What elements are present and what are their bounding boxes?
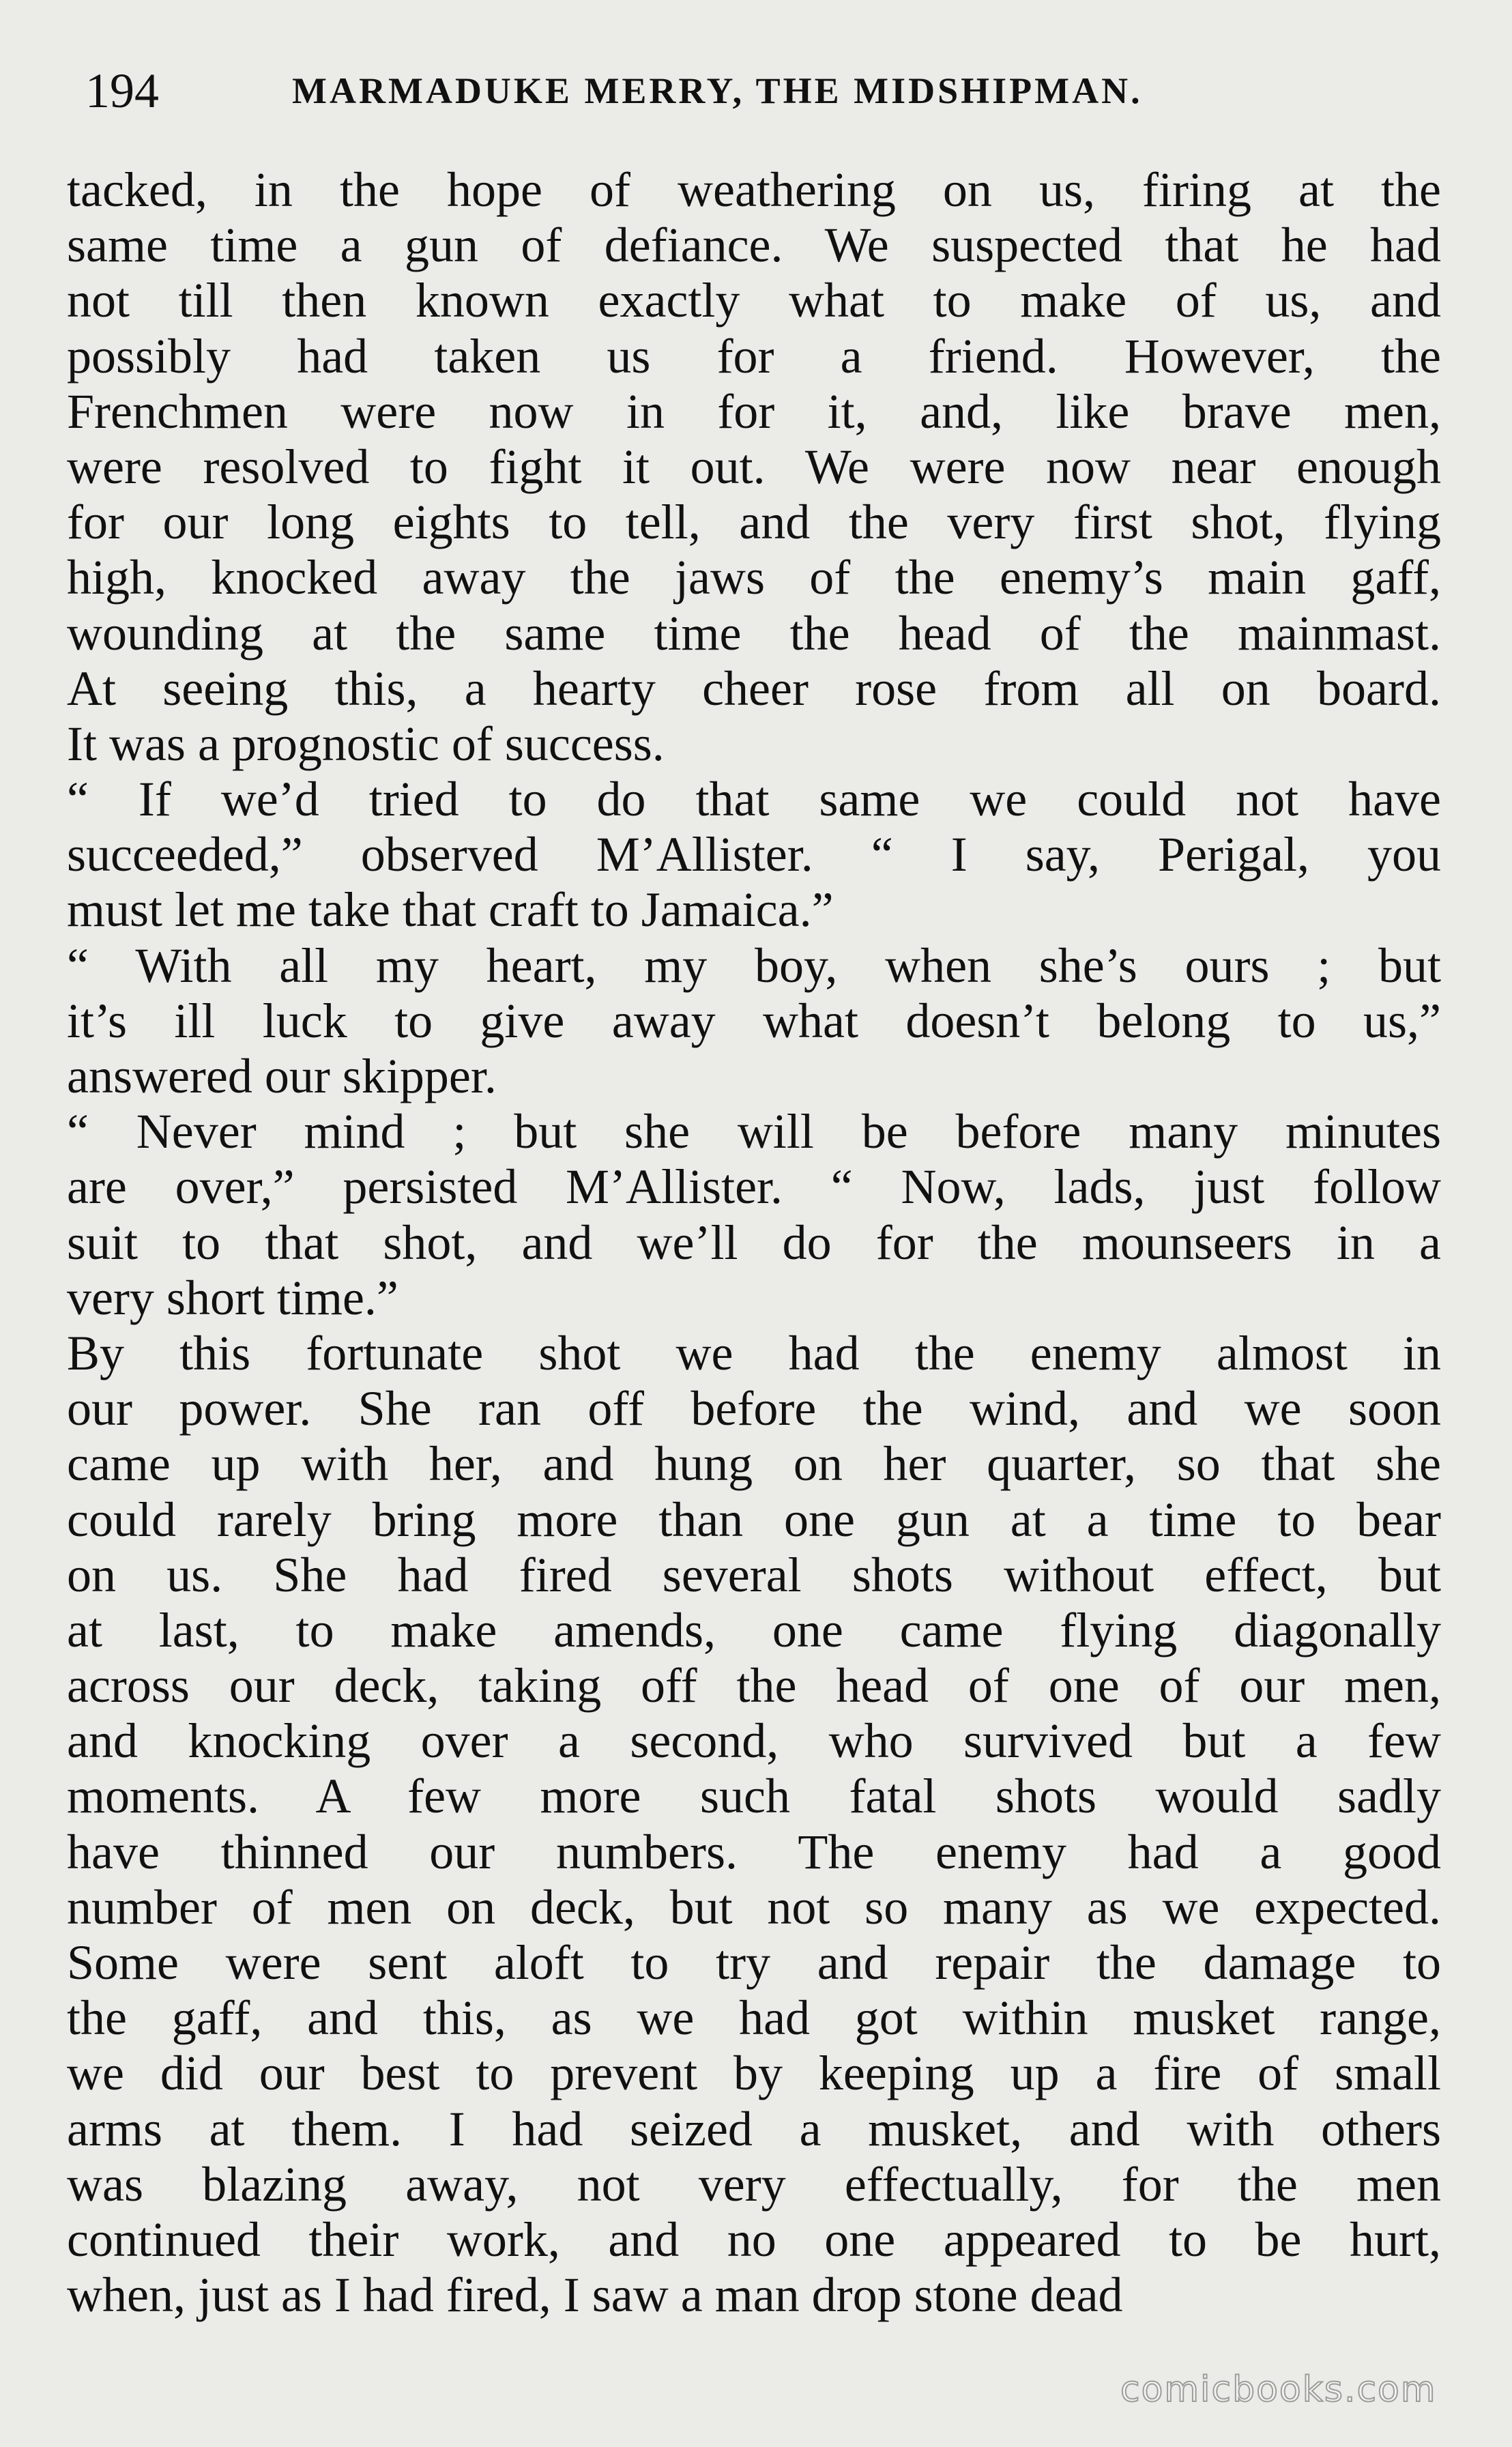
text-line: number of men on deck, but not so many as we expected. (67, 1879, 1441, 1935)
page-number: 194 (85, 63, 159, 118)
text-line: and knocking over a second, who survived but a few (67, 1713, 1441, 1769)
text-line: have thinned our numbers. The enemy had a good (67, 1824, 1441, 1879)
text-line: same time a gun of defiance. We suspected that he had (67, 218, 1441, 273)
text-line: By this fortunate shot we had the enemy almost in (67, 1325, 1441, 1380)
text-line: tacked, in the hope of weathering on us, firing at the (67, 162, 1441, 217)
text-line: we did our best to prevent by keeping up a fire of small (67, 2046, 1441, 2101)
text-line: Some were sent aloft to try and repair the damage to (67, 1935, 1441, 1990)
text-line: are over,” persisted M’Allister. “ Now, lads, just follow (67, 1159, 1441, 1215)
text-line: very short time.” (67, 1270, 398, 1325)
text-line: suit to that shot, and we’ll do for the mounseers in a (67, 1215, 1441, 1270)
text-line: “ With all my heart, my boy, when she’s ours ; but (67, 938, 1441, 993)
page-header (85, 60, 1443, 121)
body-text (67, 162, 1441, 2323)
text-line: must let me take that craft to Jamaica.” (67, 882, 834, 938)
text-line: across our deck, taking off the head of one of our men, (67, 1658, 1441, 1713)
text-line: the gaff, and this, as we had got within musket range, (67, 1990, 1441, 2046)
text-line: was blazing away, not very effectually, for the men (67, 2156, 1441, 2212)
text-line: Frenchmen were now in for it, and, like brave men, (67, 383, 1441, 439)
text-line: were resolved to fight it out. We were now near enough (67, 439, 1441, 494)
text-line: At seeing this, a hearty cheer rose from all on board. (67, 661, 1441, 716)
text-line: possibly had taken us for a friend. However, the (67, 328, 1441, 383)
text-line: continued their work, and no one appeared to be hurt, (67, 2212, 1441, 2267)
text-line: succeeded,” observed M’Allister. “ I say, Perigal, you (67, 827, 1441, 882)
text-line: at last, to make amends, one came flying diagonally (67, 1602, 1441, 1657)
text-line: it’s ill luck to give away what doesn’t belong to us,” (67, 993, 1441, 1048)
text-line: moments. A few more such fatal shots would sadly (67, 1769, 1441, 1824)
text-line: for our long eights to tell, and the very first shot, flying (67, 495, 1441, 550)
text-line: high, knocked away the jaws of the enemy’s main gaff, (67, 550, 1441, 605)
text-line: could rarely bring more than one gun at a time to bear (67, 1492, 1441, 1547)
text-line: when, just as I had fired, I saw a man drop stone dead (67, 2268, 1123, 2323)
text-line: answered our skipper. (67, 1049, 497, 1103)
watermark: comicbooks.com (1120, 2369, 1437, 2410)
text-line: arms at them. I had seized a musket, and with others (67, 2101, 1441, 2156)
text-line: “ Never mind ; but she will be before many minutes (67, 1104, 1441, 1159)
text-line: It was a prognostic of success. (67, 716, 665, 771)
text-line: “ If we’d tried to do that same we could not have (67, 772, 1441, 827)
text-line: on us. She had fired several shots without effect, but (67, 1547, 1441, 1602)
text-line: came up with her, and hung on her quarter, so that she (67, 1436, 1441, 1492)
text-line: wounding at the same time the head of the mainmast. (67, 605, 1441, 661)
text-line: our power. She ran off before the wind, and we soon (67, 1381, 1441, 1436)
text-line: not till then known exactly what to make of us, and (67, 273, 1441, 328)
running-title: MARMADUKE MERRY, THE MIDSHIPMAN. (292, 70, 1143, 111)
